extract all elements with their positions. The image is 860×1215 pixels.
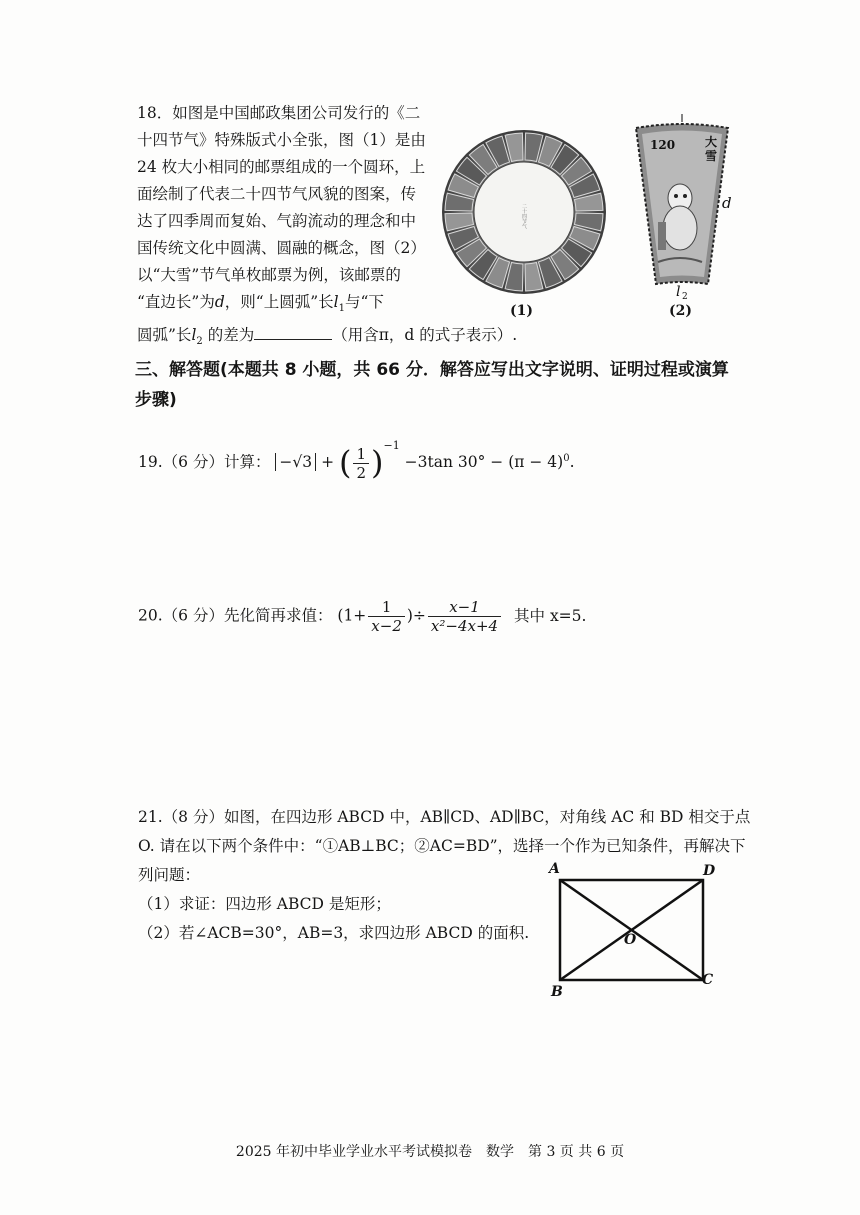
stamp-figure — [630, 112, 740, 302]
question-18-text — [137, 100, 518, 355]
stamp-value: 120 — [650, 138, 676, 152]
q18-line: 面绘制了代表二十四节气风貌的图案，传 — [137, 185, 417, 203]
stamp-l2-label: l — [676, 284, 681, 300]
page-footer: 2025 年初中毕业学业水平考试模拟卷 数学 第 3 页 共 6 页 — [235, 1144, 625, 1160]
abs-value: −√3 — [275, 453, 316, 471]
figure-2-label: (2) — [669, 303, 692, 319]
q21-line: （1）求证：四边形 ABCD 是矩形； — [138, 895, 391, 913]
rectangle-abcd-figure — [545, 860, 725, 1000]
stamp-d-label: d — [722, 194, 732, 212]
q18-line-8: “直边长”为d，则“上圆弧”长$l_1$与“下 — [137, 293, 384, 315]
q18-line: 18．如图是中国邮政集团公司发行的《二 — [137, 104, 421, 122]
figure-1-label: (1) — [510, 303, 533, 319]
fraction-x-1-over-quadratic: $\frac{x-1}{\text{x²−4x+4}}$ — [428, 598, 501, 635]
question-19: 19.（6 分）计算： −√3 + ( $\frac{1}{2}$ )$^{-1}$ −3tan $30^\circ - (\pi - 4)^0$. — [138, 439, 575, 482]
stamp-l2-sub: 2 — [682, 292, 688, 302]
q18-line: 以“大雪”节气单枚邮票为例，该邮票的 — [137, 266, 401, 284]
q18-line: 国传统文化中圆满、圆融的概念，图（2） — [137, 239, 426, 257]
stamp-title-2: 雪 — [705, 149, 718, 163]
vertex-a-label: A — [549, 861, 560, 877]
q21-line: 列问题： — [138, 866, 201, 884]
stamp-title-1: 大 — [705, 135, 718, 149]
q21-line: 21.（8 分）如图，在四边形 ABCD 中，AB∥CD、AD∥BC，对角线 AC 和 BD 相交于点 — [138, 808, 751, 826]
q18-line: 达了四季周而复始、气韵流动的理念和中 — [137, 212, 417, 230]
answer-blank[interactable] — [254, 325, 332, 340]
vertex-b-label: B — [551, 984, 563, 1000]
fraction-one-half: $\frac{1}{2}$ — [353, 445, 369, 482]
vertex-d-label: D — [703, 863, 716, 879]
q21-line: O. 请在以下两个条件中：“①AB⊥BC；②AC=BD”，选择一个作为已知条件，再解决下 — [138, 837, 746, 855]
q21-line: （2）若∠ACB=30°，AB=3，求四边形 ABCD 的面积. — [138, 924, 530, 942]
q18-line: 24 枚大小相同的邮票组成的一个圆环，上 — [137, 158, 426, 176]
point-o-label: O — [624, 932, 637, 948]
question-20: 20.（6 分）先化简再求值： (1+ $\frac{1}{x-2}$ )÷ $\frac{x-1}{\text{x²−4x+4}}$ 其中 x=5. — [138, 598, 587, 635]
q18-line: 十四节气》特殊版式小全张，图（1）是由 — [137, 131, 426, 149]
ring-center-text: 二十四节气 — [521, 203, 527, 229]
q18-line-9: 圆弧”长$l_2$ 的差为 （用含π，d 的式子表示）. — [137, 326, 518, 348]
section-3-heading: 三、解答题(本题共 8 小题，共 66 分．解答应写出文字说明、证明过程或演算步骤) — [135, 360, 729, 410]
stamp-ring-figure — [441, 124, 607, 300]
vertex-c-label: C — [702, 972, 714, 988]
fraction-1-over-x-2: $\frac{1}{x-2}$ — [368, 598, 405, 635]
